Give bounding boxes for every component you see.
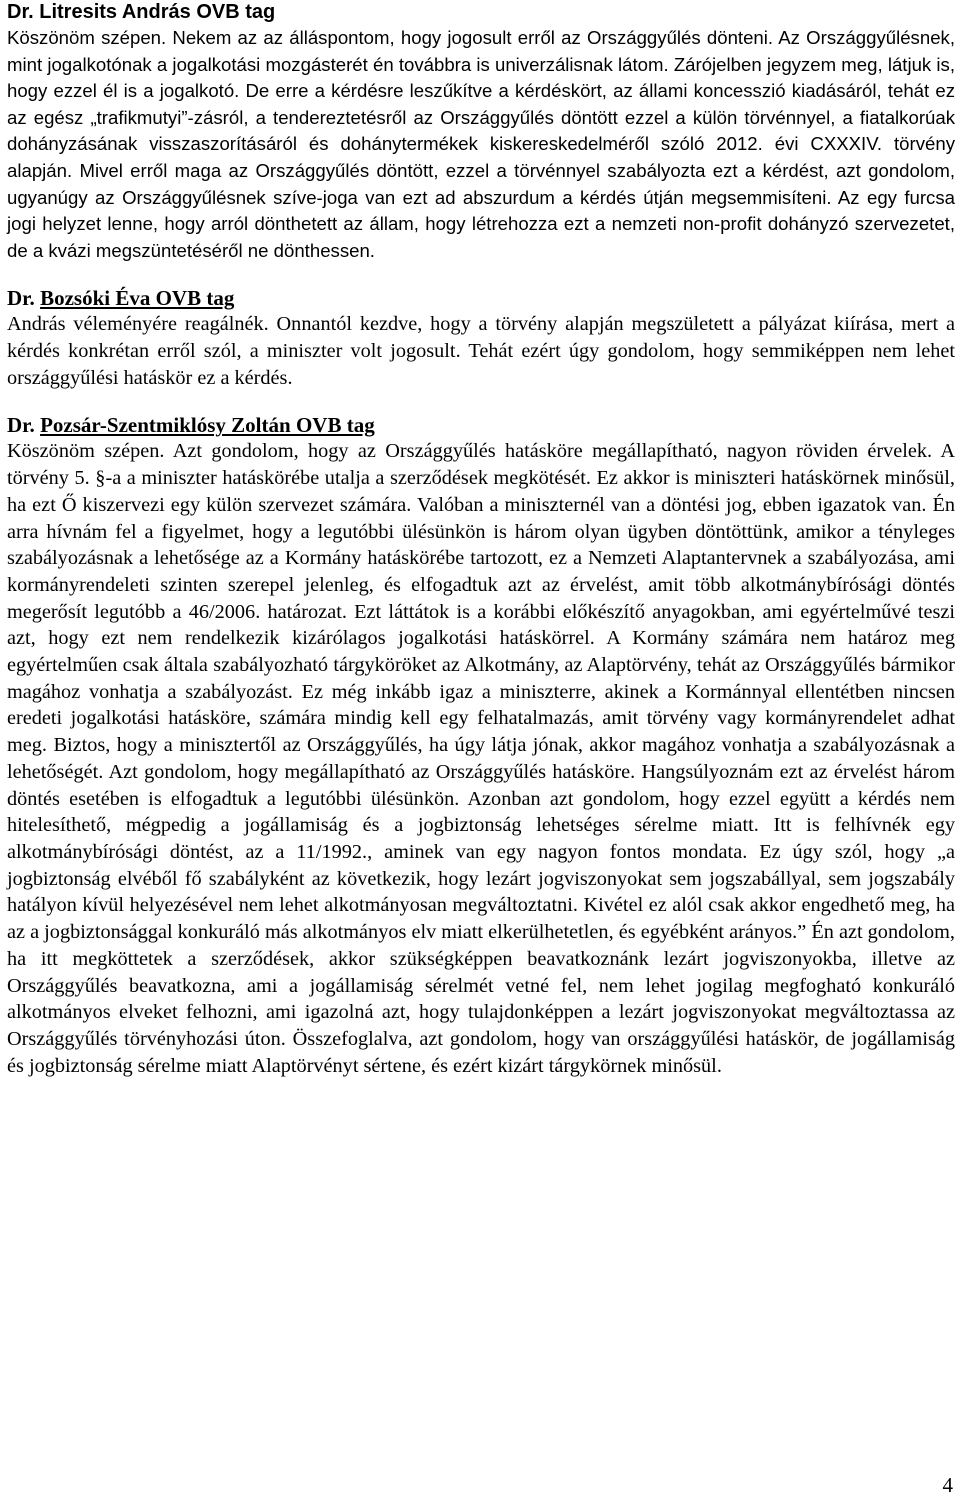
- speaker-name: Litresits András OVB tag: [39, 1, 276, 23]
- speaker-prefix: Dr.: [7, 286, 41, 311]
- document-page: [7, 0, 955, 1079]
- statement-paragraph: András véleményére reagálnék. Onnantól kezdve, hogy a törvény alapján megszületett a pályázat kiírása, mert a kérdés konkrétan erről szól, a miniszter volt jogosult. Tehát ezért úgy gondolom, hogy semmiképpen nem lehet országgyűlési hatáskör ez a kérdés.: [7, 313, 955, 389]
- section-spacer: [7, 264, 955, 285]
- speaker-heading: [7, 412, 955, 438]
- speaker-heading: [7, 0, 955, 25]
- speaker-name: Bozsóki Éva OVB tag: [40, 286, 235, 311]
- page-number: 4: [942, 1473, 953, 1497]
- section-bozsoki: [7, 285, 955, 391]
- section-litresits: [7, 0, 955, 264]
- statement-paragraph: Köszönöm szépen. Nekem az az álláspontom, hogy jogosult erről az Országgyűlés dönteni. Az Országgyűlésnek, mint jogalkotónak a jogalkotási mozgásterét én továbbra is univerzálisnak látom. Zárójelben jegyzem meg, látjuk is, hogy ezzel él is a jogalkotó. De erre a kérdésre leszűkítve a kérdéskört, az állami koncesszió kiadásáról, tehát ez az egész „trafikmutyi”-zásról, a tendereztetésről az Országgyűlés döntött ezzel a külön törvénnyel, a fiatalkorúak dohányzásának visszaszorításáról és dohánytermékek kiskereskedelméről szóló 2012. évi CXXXIV. törvény alapján. Mivel erről maga az Országgyűlés döntött, ezzel a törvénnyel szabályozta ezt a kérdést, azt gondolom, ugyanúgy az Országgyűlésnek szíve-joga van ezt ad abszurdum a kérdés útján megsemmisíteni. Az egy furcsa jogi helyzet lenne, hogy arról dönthetett az állam, hogy létrehozza ezt a nemzeti non-profit dohányzó szervezetet, de a kvázi megszüntetéséről ne dönthessen.: [7, 27, 955, 261]
- speaker-heading: [7, 285, 955, 311]
- speaker-prefix: Dr.: [7, 1, 40, 23]
- statement-paragraph: Köszönöm szépen. Azt gondolom, hogy az Országgyűlés hatásköre megállapítható, nagyon röviden érvelek. A törvény 5. §-a a miniszter hatáskörébe utalja a szerződések megkötését. Ez akkor is miniszteri hatáskörnek minősül, ha ezt Ő kiszervezi egy külön szervezet számára. Valóban a miniszternél van a döntési jog, ebben igazatok van. Én arra hívnám fel a figyelmet, hogy a legutóbbi ülésünkön is három olyan ügyben döntöttünk, amikor a tényleges szabályozásnak a lehetősége az a Kormány hatáskörébe tartozott, ez a Nemzeti Alaptantervnek a szabályozása, ami kormányrendeleti szinten szerepel jelenleg, és elfogadtuk azt az érvelést, amit több alkotmánybírósági döntés megerősít legutóbb a 46/2006. határozat. Ezt láttátok is a korábbi előkészítő anyagokban, ami egyértelművé teszi azt, hogy ezt nem rendelkezik kizárólagos jogalkotási hatáskörrel. A Kormány számára nem határoz meg egyértelműen csak általa szabályozható tárgyköröket az Alkotmány, az Alaptörvény, tehát az Országgyűlés bármikor magához vonhatja a szabályozást. Ez még inkább igaz a miniszterre, akinek a Kormánnyal ellentétben nincsen eredeti jogalkotási hatásköre, számára mindig kell egy felhatalmazás, amit törvény vagy kormányrendelet adhat meg. Biztos, hogy a minisztertől az Országgyűlés, ha úgy látja jónak, akkor magához vonhatja a szabályozásnak a lehetőségét. Azt gondolom, hogy megállapítható az Országgyűlés hatásköre. Hangsúlyoznám ezt az érvelést három döntés esetében is elfogadtuk a legutóbbi ülésünkön. Azonban azt gondolom, hogy ezzel együtt a kérdés nem hitelesíthető, mégpedig a jogállamiság és a jogbiztonság lehetséges sérelme miatt. Itt is felhívnék egy alkotmánybírósági döntést, az a 11/1992., aminek van egy nagyon fontos mondata. Ez úgy szól, hogy „a jogbiztonság elvéből fő szabályként az következik, hogy lezárt jogviszonyokat sem jogszabállyal, sem jogszabály hatályon kívül helyezésével nem lehet alkotmányosan megváltoztatni. Kivétel ez alól csak akkor engedhető meg, ha az a jogbiztonsággal konkuráló más alkotmányos elv miatt elkerülhetetlen, és egyébként arányos.” Én azt gondolom, ha itt megköttetek a szerződések, akkor szükségképpen beavatkoznánk lezárt jogviszonyokba, illetve az Országgyűlés beavatkozna, ami a jogállamiság sérelmét vetné fel, nem lehet jogilag megfogható konkuráló alkotmányos elveket felhozni, ami igazolná azt, hogy tulajdonképpen a lezárt jogviszonyokat megváltoztassa az Országgyűlés törvényhozási úton. Összefoglalva, azt gondolom, hogy van országgyűlési hatáskör, de jogállamiság és jogbiztonság sérelme miatt Alaptörvényt sértene, és ezért kizárt tárgykörnek minősül.: [7, 440, 955, 1077]
- speaker-name: Pozsár-Szentmiklósy Zoltán OVB tag: [40, 413, 375, 438]
- section-spacer: [7, 391, 955, 412]
- speaker-prefix: Dr.: [7, 413, 41, 438]
- section-pozsar-szentmiklosy: [7, 412, 955, 1079]
